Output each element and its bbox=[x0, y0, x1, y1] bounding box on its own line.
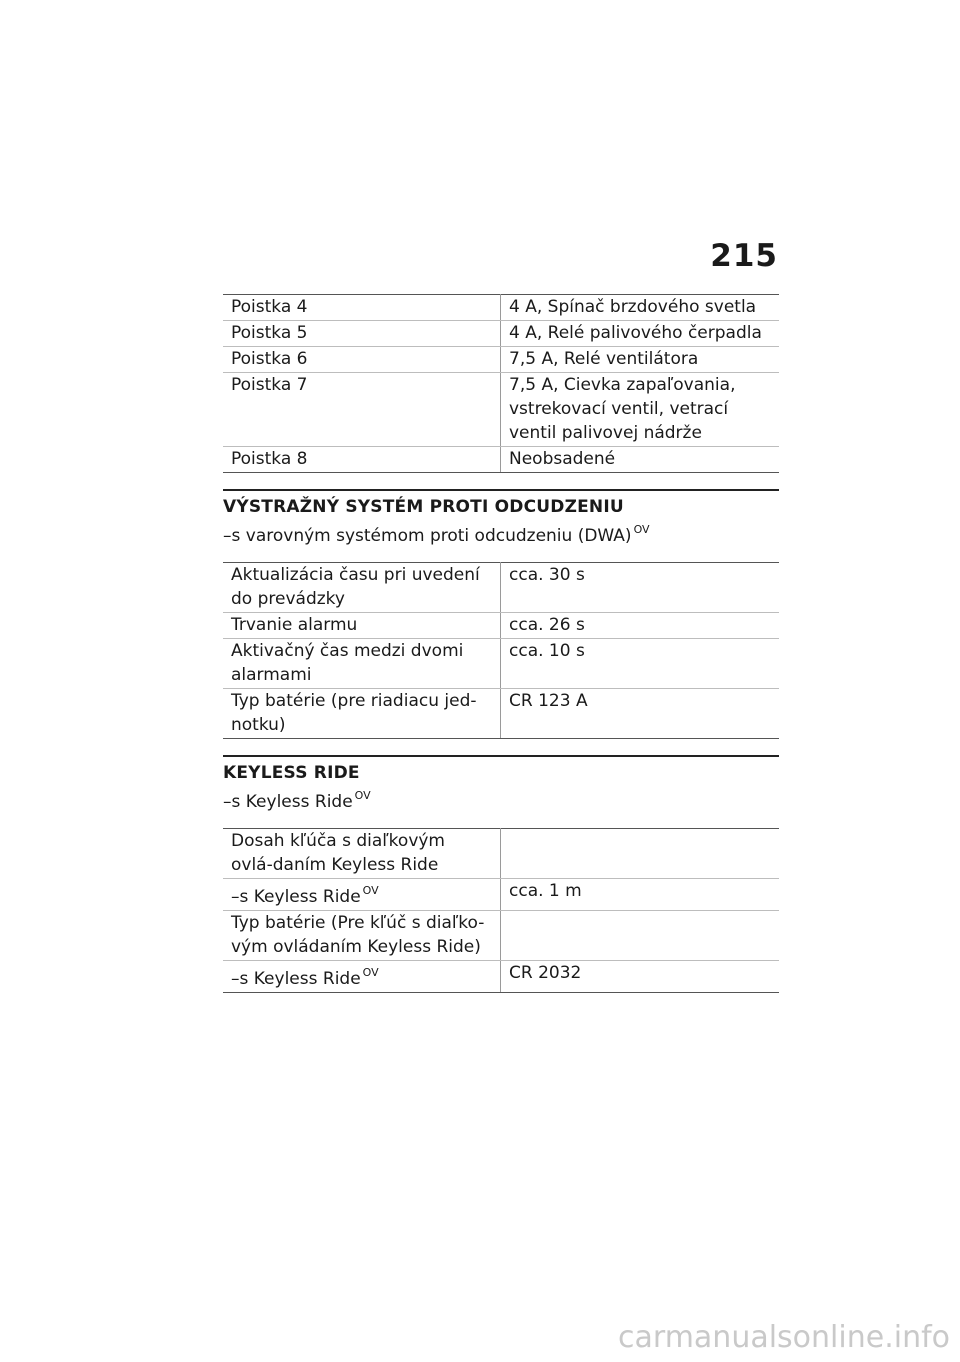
table-row bbox=[223, 639, 779, 689]
keyless-table bbox=[223, 828, 779, 993]
spec-label-text: –s Keyless Ride bbox=[231, 969, 361, 989]
spec-label bbox=[223, 961, 501, 993]
spec-label: Aktualizácia času pri uvedení do prevádzky bbox=[223, 563, 501, 613]
table-row bbox=[223, 879, 779, 911]
spec-label bbox=[223, 911, 501, 961]
spec-label-text: Dosah kľúča s diaľkovým ovlá-daním Keyless Ride bbox=[231, 831, 445, 875]
spec-label bbox=[223, 879, 501, 911]
spec-value: cca. 30 s bbox=[501, 563, 780, 613]
option-superscript: OV bbox=[362, 966, 379, 979]
table-row bbox=[223, 295, 779, 321]
fuse-value: 7,5 A, Relé ventilátora bbox=[501, 347, 780, 373]
spec-label bbox=[223, 829, 501, 879]
spec-value: CR 123 A bbox=[501, 689, 780, 739]
page-number: 215 bbox=[710, 238, 778, 274]
table-row bbox=[223, 347, 779, 373]
spec-label: Aktivačný čas medzi dvomi alarmami bbox=[223, 639, 501, 689]
subtitle-text: –s varovným systémom proti odcudzeniu (DWA) bbox=[223, 526, 632, 546]
option-superscript: OV bbox=[362, 884, 379, 897]
table-row bbox=[223, 829, 779, 879]
fuse-label: Poistka 8 bbox=[223, 447, 501, 473]
section-subtitle bbox=[223, 789, 779, 812]
option-superscript: OV bbox=[633, 523, 650, 536]
table-row bbox=[223, 689, 779, 739]
watermark-text: carmanualsonline.info bbox=[618, 1320, 950, 1355]
spec-value: cca. 1 m bbox=[501, 879, 780, 911]
fuse-value: Neobsadené bbox=[501, 447, 780, 473]
spec-label: Typ batérie (pre riadiacu jed-notku) bbox=[223, 689, 501, 739]
section-title: VÝSTRAŽNÝ SYSTÉM PROTI ODCUDZENIU bbox=[223, 497, 624, 517]
spec-value: CR 2032 bbox=[501, 961, 780, 993]
table-row bbox=[223, 911, 779, 961]
spec-label-text: –s Keyless Ride bbox=[231, 887, 361, 907]
spec-value bbox=[501, 911, 780, 961]
table-row bbox=[223, 961, 779, 993]
keyless-section bbox=[223, 755, 779, 993]
fuse-value: 4 A, Relé palivového čerpadla bbox=[501, 321, 780, 347]
alarm-section bbox=[223, 489, 779, 739]
fuse-label: Poistka 5 bbox=[223, 321, 501, 347]
fuse-label: Poistka 7 bbox=[223, 373, 501, 447]
subtitle-text: –s Keyless Ride bbox=[223, 792, 353, 812]
fuse-table bbox=[223, 294, 779, 473]
fuse-value: 7,5 A, Cievka zapaľovania, vstrekovací ventil, vetrací ventil palivovej nádrže bbox=[501, 373, 780, 447]
page-content bbox=[223, 294, 779, 993]
fuse-value: 4 A, Spínač brzdového svetla bbox=[501, 295, 780, 321]
table-row bbox=[223, 613, 779, 639]
spec-label: Trvanie alarmu bbox=[223, 613, 501, 639]
option-superscript: OV bbox=[354, 789, 371, 802]
table-row bbox=[223, 321, 779, 347]
table-row bbox=[223, 563, 779, 613]
fuse-label: Poistka 6 bbox=[223, 347, 501, 373]
alarm-table bbox=[223, 562, 779, 739]
fuse-label: Poistka 4 bbox=[223, 295, 501, 321]
spec-value bbox=[501, 829, 780, 879]
table-row bbox=[223, 373, 779, 447]
table-row bbox=[223, 447, 779, 473]
section-subtitle bbox=[223, 523, 779, 546]
section-title: KEYLESS RIDE bbox=[223, 763, 360, 783]
spec-value: cca. 26 s bbox=[501, 613, 780, 639]
spec-label-text: Typ batérie (Pre kľúč s diaľko-vým ovládaním Keyless Ride) bbox=[231, 913, 485, 957]
spec-value: cca. 10 s bbox=[501, 639, 780, 689]
